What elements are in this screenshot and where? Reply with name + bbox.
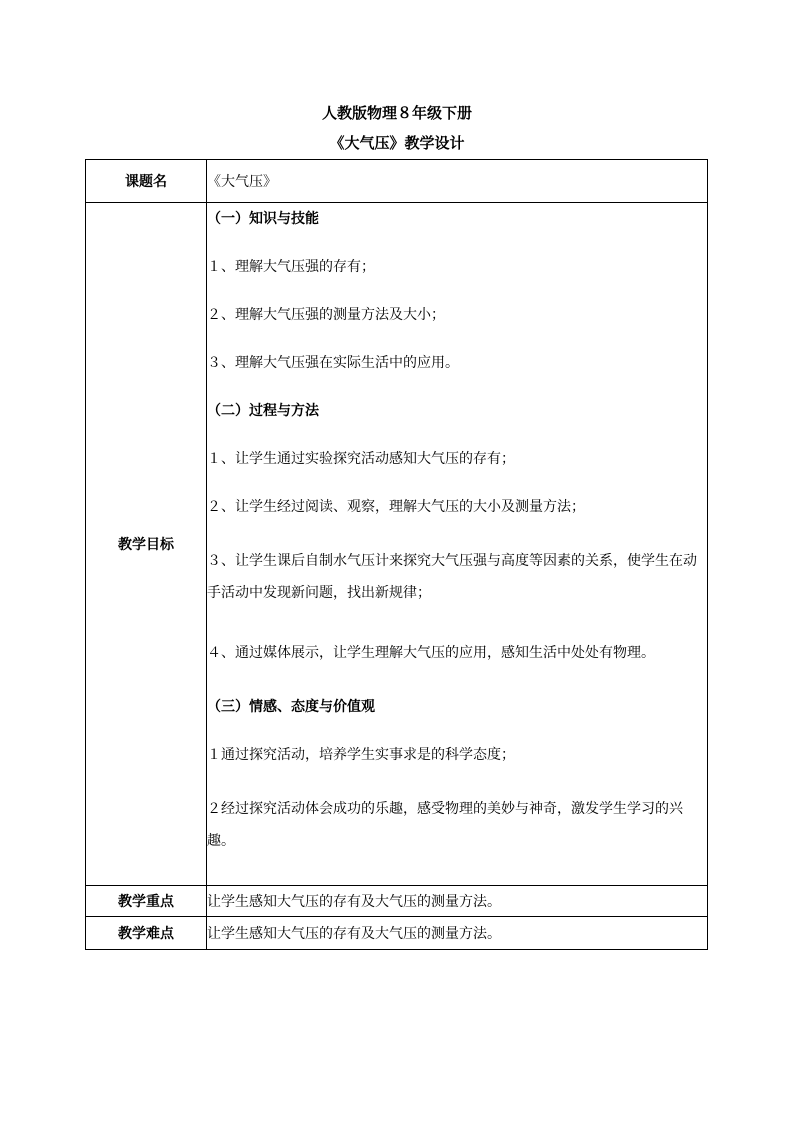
objective-item: ２、让学生经过阅读、观察，理解大气压的大小及测量方法； [207,499,585,515]
section-heading-attitude: （三）情感、态度与价值观 [207,699,375,715]
difficulty-value: 让学生感知大气压的存有及大气压的测量方法。 [207,917,708,950]
objective-item: ２经过探究活动体会成功的乐趣，感受物理的美妙与神奇，激发学生学习的兴趣。 [207,801,683,849]
objective-item: ２、理解大气压强的测量方法及大小； [207,307,445,323]
objectives-content [207,203,708,886]
key-point-label: 教学重点 [86,886,207,917]
topic-value: 《大气压》 [207,160,708,203]
objective-item: ３、理解大气压强在实际生活中的应用。 [207,355,459,371]
objective-item: １、让学生通过实验探究活动感知大气压的存有； [207,451,515,467]
objective-item: １、理解大气压强的存有； [207,259,375,275]
table-row-key-point [86,886,708,917]
key-point-value: 让学生感知大气压的存有及大气压的测量方法。 [207,886,708,917]
objective-item: ３、让学生课后自制水气压计来探究大气压强与高度等因素的关系，使学生在动手活动中发现新问题，找出新规律； [207,553,697,601]
objectives-label: 教学目标 [86,203,207,886]
table-row-topic [86,160,708,203]
objective-item: ４、通过媒体展示，让学生理解大气压的应用，感知生活中处处有物理。 [207,645,655,661]
document-subtitle: 《大气压》教学设计 [329,134,465,152]
lesson-plan-table [85,159,708,950]
topic-label: 课题名 [86,160,207,203]
section-heading-knowledge: （一）知识与技能 [207,211,319,227]
section-heading-process: （二）过程与方法 [207,403,319,419]
difficulty-label: 教学难点 [86,917,207,950]
table-row-objectives [86,203,708,886]
table-row-difficulty [86,917,708,950]
objective-item: １通过探究活动，培养学生实事求是的科学态度； [207,747,515,763]
document-title: 人教版物理８年级下册 [321,104,472,122]
